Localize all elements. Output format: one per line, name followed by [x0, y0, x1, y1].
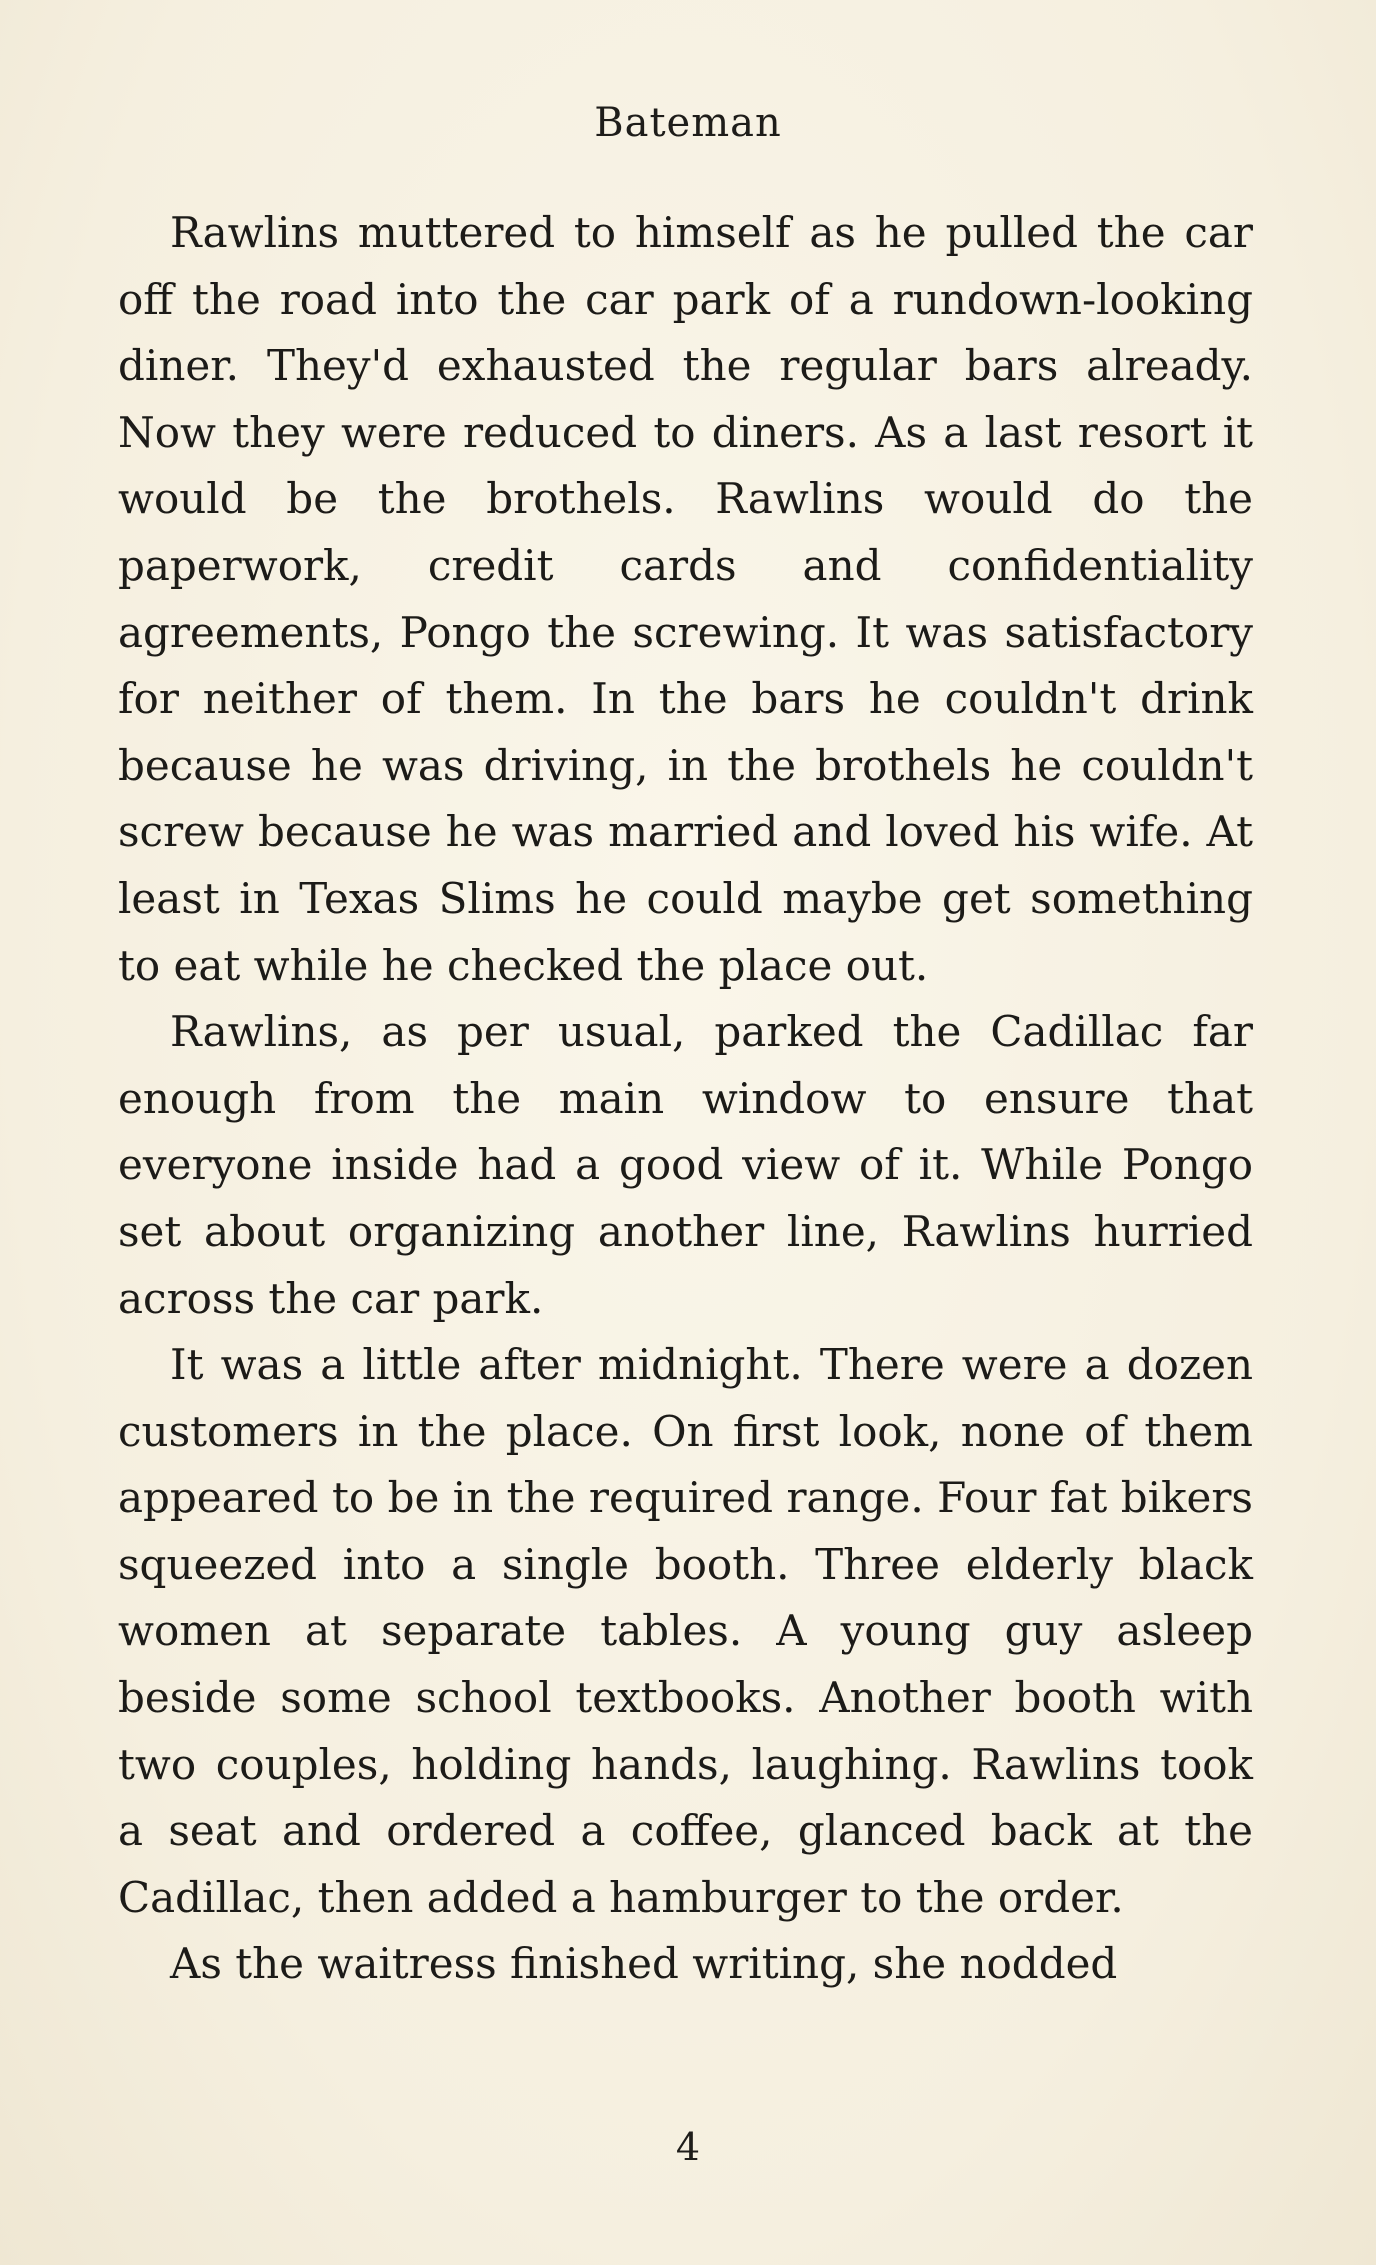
page-number: 4: [675, 2125, 701, 2169]
body-text: [118, 200, 1253, 1998]
paragraph: Rawlins muttered to himself as he pulled the car off the road into the car park of a rundown-looking diner. They'd exhausted the regular bars already. Now they were reduced to diners. As a last resort it would be the brothels. Rawlins would do the paperwork, credit cards and confidentiality agreements, Pongo the screwing. It was satisfactory for neither of them. In the bars he couldn't drink because he was driving, in the brothels he couldn't screw because he was married and loved his wife. At least in Texas Slims he could maybe get something to eat while he checked the place out.: [118, 208, 1253, 990]
paragraph: Rawlins, as per usual, parked the Cadillac far enough from the main window to ensure that everyone inside had a good view of it. While Pongo set about organizing another line, Rawlins hurried across the car park.: [118, 1007, 1253, 1323]
paragraph: As the waitress finished writing, she nodded: [170, 1939, 1118, 1989]
paragraph: It was a little after midnight. There were a dozen customers in the place. On first look, none of them appeared to be in the required range. Four fat bikers squeezed into a single booth. Three elderly black women at separate tables. A young guy asleep beside some school textbooks. Another booth with two couples, holding hands, laughing. Rawlins took a seat and ordered a coffee, glanced back at the Cadillac, then added a hamburger to the order.: [118, 1340, 1253, 1922]
running-head: Bateman: [594, 100, 782, 146]
